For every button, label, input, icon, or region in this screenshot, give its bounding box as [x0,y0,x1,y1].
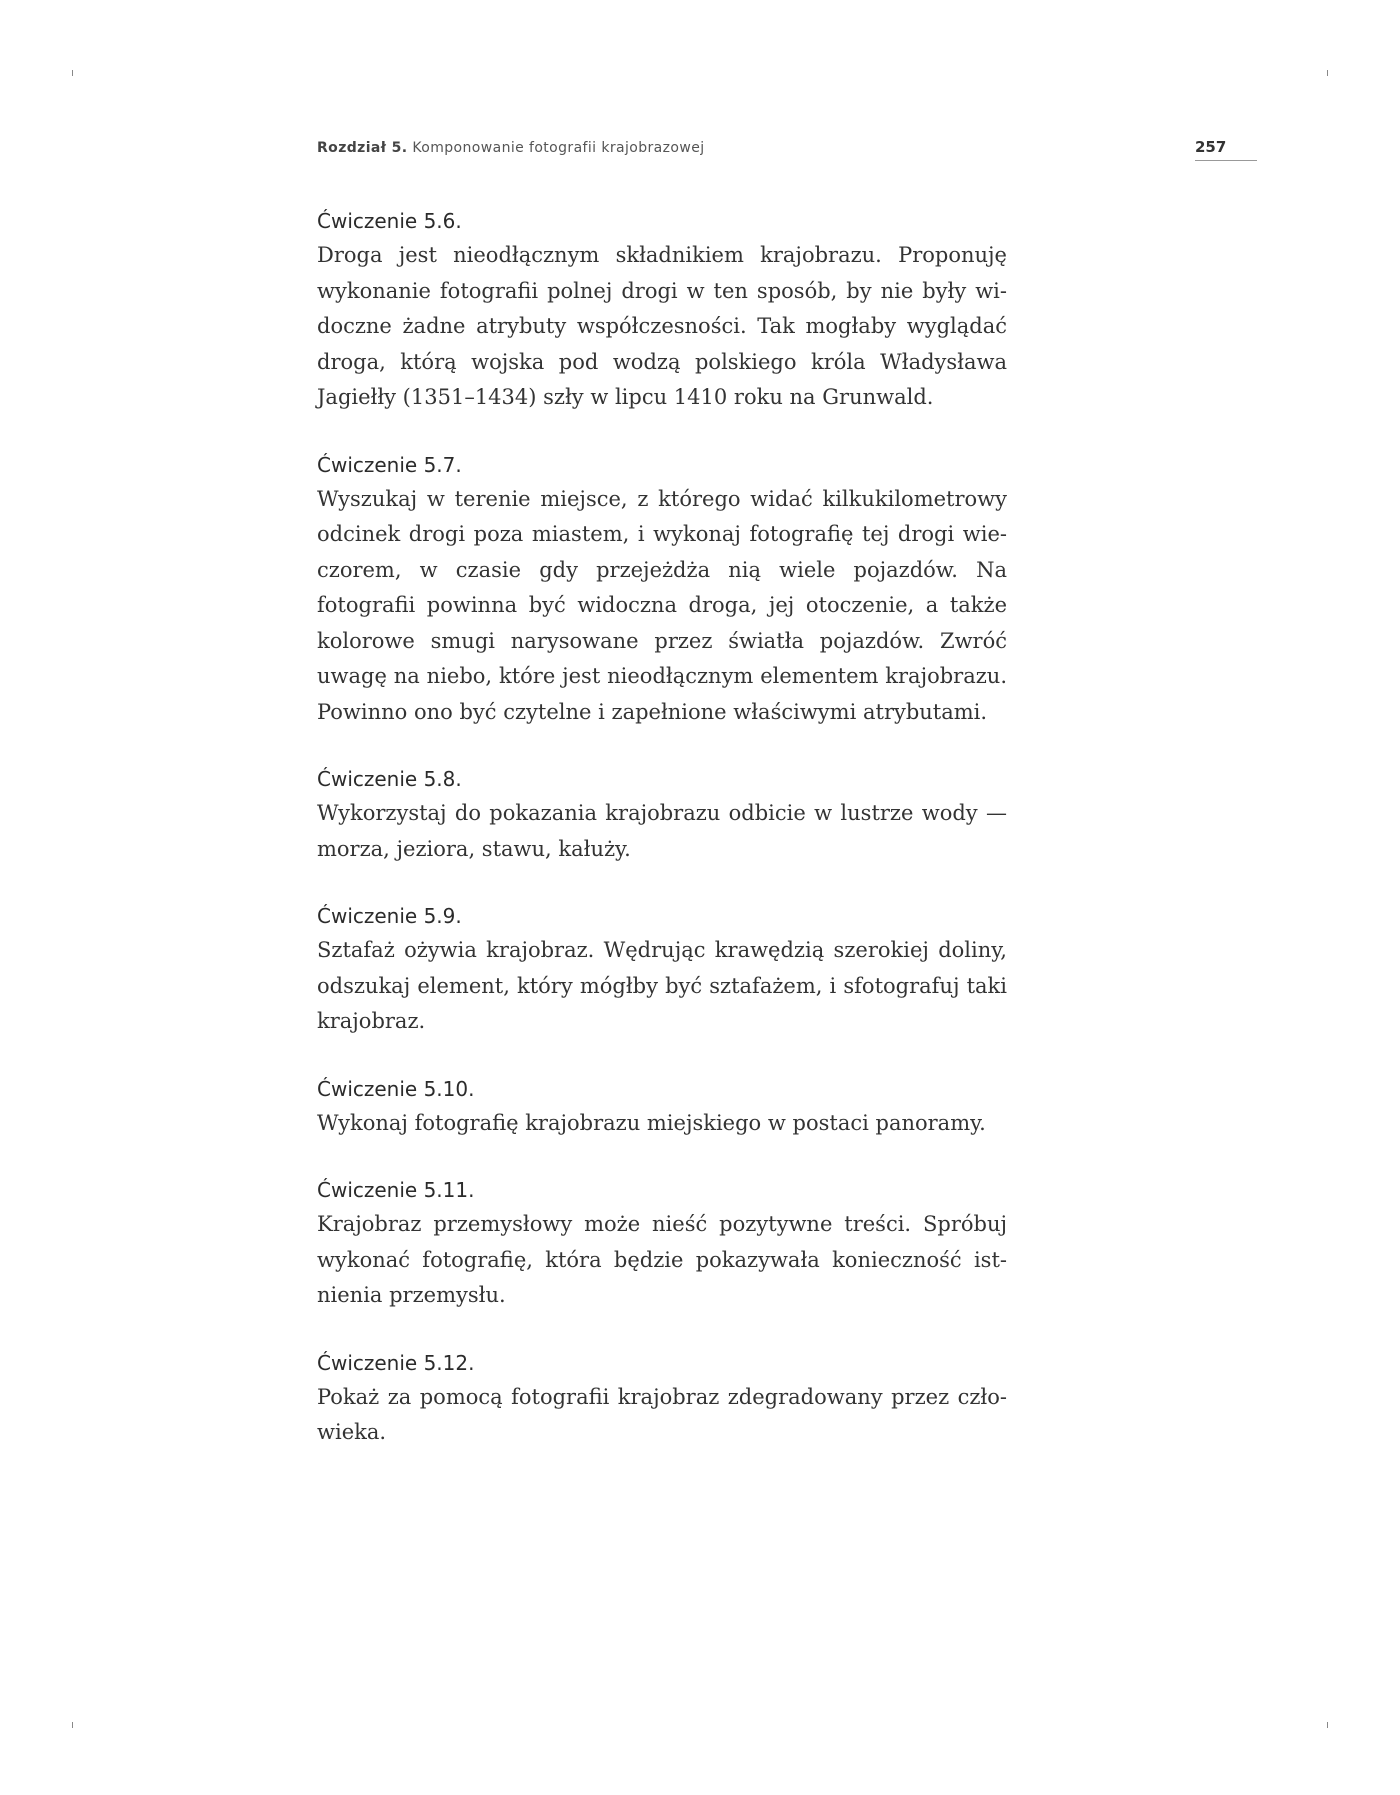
exercise-text: Pokaż za pomocą fotografii krajobraz zdegradowany przez człowieka. [317,1384,1007,1444]
exercise-5-9 [317,901,1007,1040]
chapter-label: Rozdział 5. [317,140,408,156]
exercise-title: Ćwiczenie 5.8. [317,767,462,791]
page-header [317,138,1257,172]
page-content [317,206,1007,1485]
exercise-title: Ćwiczenie 5.7. [317,452,462,477]
exercise-title: Ćwiczenie 5.9. [317,904,462,928]
crop-mark-top-left [72,70,73,76]
crop-mark-bottom-right [1327,1722,1328,1728]
exercise-text: Sztafaż ożywia krajobraz. Wędrując krawędzią szerokiej doliny, odszukaj element, który mógłby być sztafażem, i sfotografuj taki krajobraz. [317,938,1007,1033]
crop-mark-bottom-left [72,1722,73,1728]
chapter-title: Komponowanie fotografii krajobrazowej [412,140,705,156]
exercise-5-7 [317,450,1007,731]
exercise-title: Ćwiczenie 5.10. [317,1076,475,1101]
exercise-title: Ćwiczenie 5.12. [317,1350,475,1375]
exercise-5-12 [317,1348,1007,1451]
exercise-5-6 [317,206,1007,416]
exercise-text: Krajobraz przemysłowy może nieść pozytywne treści. Spróbuj wykonać fotografię, która będzie pokazywała konieczność istnienia przemysłu. [317,1212,1007,1307]
exercise-title: Ćwiczenie 5.6. [317,209,462,233]
exercise-text: Wykorzystaj do pokazania krajobrazu odbicie w lustrze wody — morza, jeziora, stawu, kałuży. [317,801,1007,861]
crop-mark-top-right [1327,70,1328,76]
exercise-text: Wykonaj fotografię krajobrazu miejskiego w postaci panoramy. [317,1110,986,1135]
exercise-5-11 [317,1175,1007,1314]
page-number: 257 [1195,138,1257,161]
exercise-5-8 [317,764,1007,867]
exercise-text: Droga jest nieodłącznym składnikiem krajobrazu. Proponuję wykonanie fotografii polnej drogi w ten sposób, by nie były widoczne żadne atrybuty współczesności. Tak mogłaby wyglądać droga, którą wojska pod wodzą polskiego króla Władysława Jagiełły (1351–1434) szły w lipcu 1410 roku na Grunwald. [317,243,1007,409]
running-head [317,140,705,156]
exercise-text: Wyszukaj w terenie miejsce, z którego widać kilkukilometrowy odcinek drogi poza miastem, i wykonaj fotografię tej drogi wieczorem, w czasie gdy przejeżdża nią wiele pojazdów. Na fotografii powinna być widoczna droga, jej otoczenie, a także kolorowe smugi narysowane przez światła pojazdów. Zwróć uwagę na niebo, które jest nieodłącznym elementem krajobrazu. Powinno ono być czytelne i zapełnione właściwymi atrybutami. [317,486,1007,724]
exercise-title: Ćwiczenie 5.11. [317,1178,475,1202]
exercise-5-10 [317,1074,1007,1142]
